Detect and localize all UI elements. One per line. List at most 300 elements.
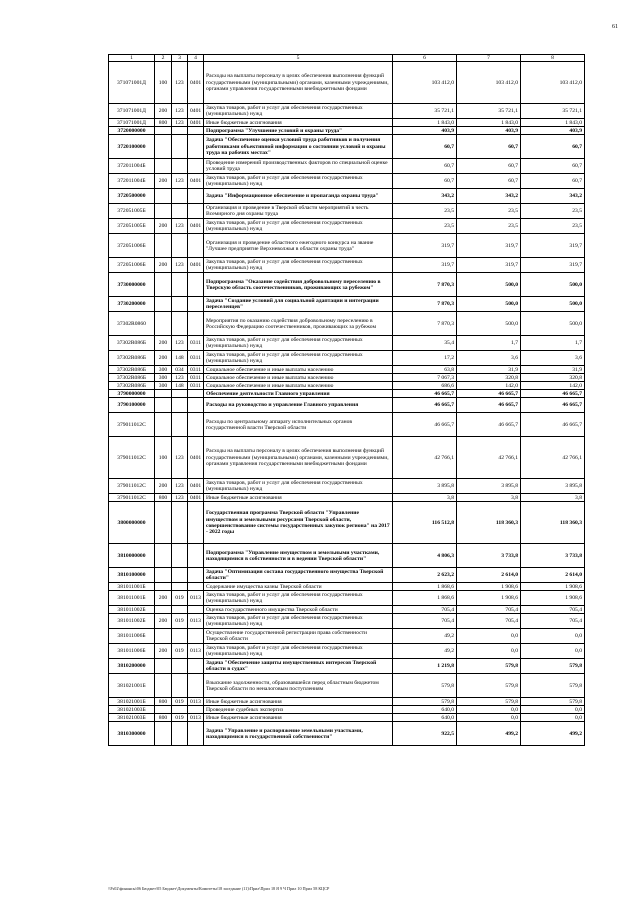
cell-amount-1: 35,4 [393, 336, 457, 351]
cell-description: Иные бюджетные ассигнования [204, 698, 393, 706]
cell-amount-2: 46 665,7 [457, 398, 521, 413]
table-row [109, 606, 585, 614]
cell-amount-3: 35 721,1 [521, 104, 585, 119]
cell-code: 381021001Б [109, 698, 155, 706]
cell-amount-1: 60,7 [393, 135, 457, 159]
cell-section: 0113 [188, 614, 204, 629]
cell-description: Задача "Информационное обеспечение и пропаганда охраны труда" [204, 189, 393, 204]
cell-code: 3790100000 [109, 398, 155, 413]
cell-section: 0401 [188, 174, 204, 189]
cell-expense-type: 300 [155, 374, 172, 382]
cell-amount-3: 118 360,3 [521, 502, 585, 544]
cell-amount-3: 500,0 [521, 312, 585, 336]
cell-amount-1: 4 806,3 [393, 544, 457, 568]
cell-description: Иные бюджетные ассигнования [204, 714, 393, 722]
cell-amount-1: 35 721,1 [393, 104, 457, 119]
cell-amount-1: 60,7 [393, 159, 457, 174]
cell-section: 0401 [188, 62, 204, 104]
cell-description: Содержание имущества казны Тверской области [204, 583, 393, 591]
cell-amount-3: 499,2 [521, 722, 585, 746]
cell-amount-3: 1 908,6 [521, 583, 585, 591]
cell-description: Социальное обеспечение и иные выплаты населению [204, 382, 393, 390]
cell-description: Расходы на выплаты персоналу в целях обеспечения выполнения функций государственными (муниципальными) органами, казенными учреждениями, органами управления государственными внебюджетными фондами [204, 437, 393, 479]
cell-section: 0311 [188, 336, 204, 351]
table-row [109, 698, 585, 706]
cell-amount-1: 17,2 [393, 351, 457, 366]
cell-amount-3: 60,7 [521, 135, 585, 159]
cell-amount-3: 3 895,8 [521, 479, 585, 494]
cell-expense-type [155, 234, 172, 258]
cell-code: 371071001Д [109, 104, 155, 119]
cell-amount-3: 46 665,7 [521, 390, 585, 398]
cell-ministry [172, 204, 188, 219]
cell-ministry [172, 135, 188, 159]
cell-description: Взыскание задолженности, образовавшейся перед областным бюджетом Тверской области по неналоговым поступлениям [204, 674, 393, 698]
cell-amount-2: 60,7 [457, 174, 521, 189]
cell-description: Задача "Обеспечение оценки условий труда работников и получения работниками объективной информации о состоянии условий и охраны труда на рабочих местах" [204, 135, 393, 159]
cell-amount-2: 579,8 [457, 674, 521, 698]
cell-description: Проведение судебных экспертиз [204, 706, 393, 714]
cell-code: 3720000000 [109, 127, 155, 135]
cell-amount-2: 319,7 [457, 258, 521, 273]
cell-section: 0311 [188, 374, 204, 382]
cell-description: Оценка государственного имущества Тверской области [204, 606, 393, 614]
table-row [109, 568, 585, 583]
cell-expense-type [155, 544, 172, 568]
cell-ministry [172, 312, 188, 336]
cell-description: Обеспечение деятельности Главного управления [204, 390, 393, 398]
cell-amount-3: 705,4 [521, 606, 585, 614]
column-header: 3 [172, 55, 188, 62]
cell-amount-1: 319,7 [393, 234, 457, 258]
table-row [109, 629, 585, 644]
cell-ministry: 123 [172, 258, 188, 273]
table-row [109, 674, 585, 698]
cell-section [188, 127, 204, 135]
cell-amount-3: 320,8 [521, 374, 585, 382]
cell-description: Социальное обеспечение и иные выплаты населению [204, 366, 393, 374]
cell-ministry: 148 [172, 382, 188, 390]
cell-ministry: 123 [172, 494, 188, 502]
cell-ministry [172, 390, 188, 398]
cell-amount-1: 49,2 [393, 644, 457, 659]
cell-expense-type [155, 189, 172, 204]
cell-expense-type [155, 135, 172, 159]
cell-description: Иные бюджетные ассигнования [204, 119, 393, 127]
table-row [109, 502, 585, 544]
cell-ministry [172, 544, 188, 568]
cell-expense-type [155, 204, 172, 219]
cell-ministry [172, 502, 188, 544]
cell-amount-1: 579,8 [393, 674, 457, 698]
cell-section [188, 674, 204, 698]
cell-ministry: 123 [172, 119, 188, 127]
table-row [109, 544, 585, 568]
cell-code: 381021003Б [109, 706, 155, 714]
cell-section [188, 189, 204, 204]
page-number: 61 [612, 24, 618, 30]
cell-section: 0113 [188, 644, 204, 659]
cell-code: 379011012С [109, 437, 155, 479]
cell-code: 379011012С [109, 494, 155, 502]
cell-amount-1: 2 623,2 [393, 568, 457, 583]
table-row [109, 336, 585, 351]
cell-section: 0113 [188, 714, 204, 722]
cell-expense-type [155, 502, 172, 544]
cell-expense-type [155, 390, 172, 398]
cell-amount-3: 23,5 [521, 204, 585, 219]
table-row [109, 127, 585, 135]
cell-amount-3: 1 843,0 [521, 119, 585, 127]
cell-amount-1: 116 512,8 [393, 502, 457, 544]
cell-expense-type: 200 [155, 219, 172, 234]
cell-amount-3: 2 614,0 [521, 568, 585, 583]
table-row [109, 234, 585, 258]
cell-section [188, 659, 204, 674]
cell-amount-3: 3 733,8 [521, 544, 585, 568]
cell-description: Социальное обеспечение и иные выплаты населению [204, 374, 393, 382]
cell-code: 381011006Б [109, 629, 155, 644]
table-row [109, 62, 585, 104]
cell-section: 0401 [188, 219, 204, 234]
cell-amount-2: 0,0 [457, 706, 521, 714]
cell-code: 3810300000 [109, 722, 155, 746]
table-row [109, 297, 585, 312]
cell-section [188, 502, 204, 544]
cell-amount-1: 686,6 [393, 382, 457, 390]
cell-amount-3: 103 412,0 [521, 62, 585, 104]
cell-amount-2: 3,8 [457, 494, 521, 502]
table-row [109, 219, 585, 234]
table-row [109, 437, 585, 479]
cell-section: 0401 [188, 479, 204, 494]
cell-ministry: 123 [172, 104, 188, 119]
column-header: 4 [188, 55, 204, 62]
cell-description: Закупка товаров, работ и услуг для обеспечения государственных (муниципальных) нужд [204, 219, 393, 234]
cell-ministry [172, 189, 188, 204]
cell-code: 381011002Б [109, 614, 155, 629]
cell-amount-1: 1 868,6 [393, 591, 457, 606]
cell-amount-3: 60,7 [521, 174, 585, 189]
cell-amount-3: 31,9 [521, 366, 585, 374]
cell-amount-2: 46 665,7 [457, 413, 521, 437]
cell-amount-1: 640,0 [393, 706, 457, 714]
cell-section: 0401 [188, 437, 204, 479]
cell-expense-type: 200 [155, 614, 172, 629]
cell-amount-1: 23,5 [393, 204, 457, 219]
cell-amount-2: 500,0 [457, 297, 521, 312]
cell-amount-3: 3,8 [521, 494, 585, 502]
cell-section [188, 234, 204, 258]
budget-table [108, 54, 585, 746]
header-row [109, 55, 585, 62]
file-path-footer: \\Fs02\финансы\06 Бюджет\05 Бюджет\Документы\Комитеты\18 заседание (11)\Прил\Прил 18 Я 9 Ч Прил 10 Прил 58 КЦСР [108, 886, 330, 891]
cell-expense-type [155, 159, 172, 174]
table-row [109, 398, 585, 413]
cell-description: Проведение измерений производственных факторов по специальной оценке условий труда [204, 159, 393, 174]
cell-amount-2: 1,7 [457, 336, 521, 351]
cell-section [188, 204, 204, 219]
table-row [109, 722, 585, 746]
cell-amount-2: 320,8 [457, 374, 521, 382]
cell-description: Подпрограмма "Управление имуществом и земельными участками, находящимися в собственности и в ведении Тверской области" [204, 544, 393, 568]
cell-amount-3: 500,0 [521, 273, 585, 297]
table-row [109, 494, 585, 502]
cell-amount-3: 500,0 [521, 297, 585, 312]
cell-amount-3: 1 908,6 [521, 591, 585, 606]
cell-code: 3730000000 [109, 273, 155, 297]
table-row [109, 374, 585, 382]
cell-amount-3: 142,0 [521, 382, 585, 390]
cell-section: 0401 [188, 494, 204, 502]
cell-ministry [172, 706, 188, 714]
cell-section [188, 312, 204, 336]
cell-section [188, 722, 204, 746]
cell-description: Иные бюджетные ассигнования [204, 494, 393, 502]
cell-ministry: 148 [172, 351, 188, 366]
cell-ministry: 123 [172, 336, 188, 351]
cell-description: Закупка товаров, работ и услуг для обеспечения государственных (муниципальных) нужд [204, 351, 393, 366]
cell-code: 37302R086Б [109, 374, 155, 382]
cell-ministry: 123 [172, 479, 188, 494]
cell-description: Организация и проведение областного ежегодного конкурса на звание "Лучшее предприятие Верхневолжья в области охраны труда" [204, 234, 393, 258]
table-row [109, 714, 585, 722]
column-header: 6 [393, 55, 457, 62]
cell-amount-2: 103 412,0 [457, 62, 521, 104]
cell-ministry: 034 [172, 366, 188, 374]
cell-description: Подпрограмма "Улучшение условий и охраны труда" [204, 127, 393, 135]
cell-amount-3: 319,7 [521, 234, 585, 258]
cell-code: 37302R086Б [109, 351, 155, 366]
cell-amount-2: 60,7 [457, 159, 521, 174]
cell-expense-type [155, 127, 172, 135]
cell-amount-3: 319,7 [521, 258, 585, 273]
cell-amount-1: 1 219,8 [393, 659, 457, 674]
cell-expense-type: 200 [155, 336, 172, 351]
table-row [109, 591, 585, 606]
table-row [109, 204, 585, 219]
column-header: 2 [155, 55, 172, 62]
cell-section [188, 606, 204, 614]
cell-section [188, 135, 204, 159]
cell-code: 3730200000 [109, 297, 155, 312]
cell-code: 372051006Б [109, 258, 155, 273]
cell-expense-type [155, 297, 172, 312]
cell-amount-3: 46 665,7 [521, 413, 585, 437]
cell-expense-type: 800 [155, 494, 172, 502]
cell-amount-1: 46 665,7 [393, 413, 457, 437]
cell-code: 381011001Б [109, 591, 155, 606]
table-row [109, 366, 585, 374]
cell-description: Организация и проведение в Тверской области мероприятий в честь Всемирного дня охраны труда [204, 204, 393, 219]
cell-amount-2: 705,4 [457, 614, 521, 629]
cell-amount-3: 3,6 [521, 351, 585, 366]
cell-description: Задача "Управление и распоряжение земельными участками, находящимися в государственной собственности" [204, 722, 393, 746]
cell-ministry: 123 [172, 437, 188, 479]
cell-amount-2: 500,0 [457, 273, 521, 297]
cell-code: 381011002Б [109, 606, 155, 614]
cell-amount-2: 42 766,1 [457, 437, 521, 479]
cell-amount-2: 60,7 [457, 135, 521, 159]
cell-ministry: 019 [172, 698, 188, 706]
cell-section [188, 297, 204, 312]
cell-code: 372011004Б [109, 174, 155, 189]
cell-ministry: 019 [172, 591, 188, 606]
cell-amount-3: 0,0 [521, 629, 585, 644]
table-row [109, 382, 585, 390]
cell-amount-2: 1 843,0 [457, 119, 521, 127]
cell-amount-1: 705,4 [393, 606, 457, 614]
cell-ministry [172, 273, 188, 297]
cell-amount-2: 3 733,8 [457, 544, 521, 568]
cell-amount-3: 46 665,7 [521, 398, 585, 413]
cell-expense-type [155, 413, 172, 437]
column-header: 8 [521, 55, 585, 62]
cell-ministry [172, 659, 188, 674]
table-row [109, 104, 585, 119]
cell-amount-2: 118 360,3 [457, 502, 521, 544]
cell-section: 0401 [188, 258, 204, 273]
cell-amount-1: 103 412,0 [393, 62, 457, 104]
table-row [109, 258, 585, 273]
cell-amount-2: 142,0 [457, 382, 521, 390]
table-row [109, 351, 585, 366]
cell-amount-1: 640,0 [393, 714, 457, 722]
table-row [109, 174, 585, 189]
cell-amount-3: 343,2 [521, 189, 585, 204]
cell-code: 381021003Б [109, 714, 155, 722]
cell-amount-3: 0,0 [521, 706, 585, 714]
cell-section: 0311 [188, 382, 204, 390]
cell-section: 0401 [188, 104, 204, 119]
cell-amount-2: 343,2 [457, 189, 521, 204]
table-row [109, 479, 585, 494]
cell-expense-type: 200 [155, 479, 172, 494]
cell-ministry: 123 [172, 219, 188, 234]
cell-code: 3790000000 [109, 390, 155, 398]
cell-ministry [172, 722, 188, 746]
cell-amount-1: 3 895,8 [393, 479, 457, 494]
cell-ministry [172, 629, 188, 644]
cell-amount-2: 319,7 [457, 234, 521, 258]
cell-code: 381021001Б [109, 674, 155, 698]
cell-amount-1: 343,2 [393, 189, 457, 204]
cell-amount-1: 1 868,6 [393, 583, 457, 591]
cell-description: Осуществление государственной регистрации права собственности Тверской области [204, 629, 393, 644]
cell-description: Расходы на руководство и управление Главного управления [204, 398, 393, 413]
cell-amount-3: 60,7 [521, 159, 585, 174]
cell-ministry: 123 [172, 62, 188, 104]
cell-expense-type [155, 659, 172, 674]
cell-expense-type: 800 [155, 698, 172, 706]
cell-amount-3: 42 766,1 [521, 437, 585, 479]
cell-code: 3800000000 [109, 502, 155, 544]
cell-amount-2: 1 908,6 [457, 591, 521, 606]
cell-amount-3: 579,8 [521, 698, 585, 706]
cell-amount-1: 403,9 [393, 127, 457, 135]
cell-section [188, 159, 204, 174]
cell-expense-type: 200 [155, 591, 172, 606]
cell-code: 371071001Д [109, 119, 155, 127]
cell-amount-3: 0,0 [521, 714, 585, 722]
table-row [109, 189, 585, 204]
cell-expense-type: 800 [155, 119, 172, 127]
cell-ministry [172, 127, 188, 135]
cell-code: 3720500000 [109, 189, 155, 204]
cell-ministry [172, 583, 188, 591]
cell-section [188, 413, 204, 437]
cell-amount-1: 3,8 [393, 494, 457, 502]
cell-code: 372051005Б [109, 204, 155, 219]
cell-ministry [172, 159, 188, 174]
cell-code: 379011012С [109, 479, 155, 494]
cell-amount-1: 319,7 [393, 258, 457, 273]
table-row [109, 135, 585, 159]
cell-code: 37302R086Б [109, 336, 155, 351]
cell-ministry [172, 568, 188, 583]
cell-expense-type [155, 674, 172, 698]
cell-section [188, 568, 204, 583]
cell-description: Подпрограмма "Оказание содействия добровольному переселению в Тверскую область соотечественников, проживающих за рубежом" [204, 273, 393, 297]
cell-amount-2: 0,0 [457, 629, 521, 644]
table-row [109, 614, 585, 629]
cell-expense-type: 300 [155, 366, 172, 374]
cell-description: Расходы на выплаты персоналу в целях обеспечения выполнения функций государственными (муниципальными) органами, казенными учреждениями, органами управления государственными внебюджетными фондами [204, 62, 393, 104]
cell-code: 372011004Б [109, 159, 155, 174]
cell-section [188, 544, 204, 568]
cell-description: Задача "Оптимизация состава государственного имущества Тверской области" [204, 568, 393, 583]
cell-code: 381011001Б [109, 583, 155, 591]
cell-expense-type [155, 568, 172, 583]
cell-amount-2: 46 665,7 [457, 390, 521, 398]
cell-ministry: 019 [172, 614, 188, 629]
column-header: 5 [204, 55, 393, 62]
cell-amount-1: 705,4 [393, 614, 457, 629]
cell-ministry: 019 [172, 644, 188, 659]
cell-description: Мероприятия по оказанию содействия добровольному переселению в Российскую Федерацию соотечественников, проживающих за рубежом [204, 312, 393, 336]
cell-amount-2: 579,8 [457, 698, 521, 706]
cell-amount-2: 3,6 [457, 351, 521, 366]
cell-section: 0113 [188, 698, 204, 706]
cell-amount-3: 23,5 [521, 219, 585, 234]
cell-amount-2: 0,0 [457, 644, 521, 659]
cell-amount-1: 7 067,3 [393, 374, 457, 382]
cell-description: Задача "Создание условий для социальной адаптации и интеграции переселенцев" [204, 297, 393, 312]
cell-expense-type: 100 [155, 437, 172, 479]
cell-amount-2: 500,0 [457, 312, 521, 336]
cell-amount-3: 705,4 [521, 614, 585, 629]
cell-description: Закупка товаров, работ и услуг для обеспечения государственных (муниципальных) нужд [204, 174, 393, 189]
cell-description: Закупка товаров, работ и услуг для обеспечения государственных (муниципальных) нужд [204, 591, 393, 606]
cell-description: Закупка товаров, работ и услуг для обеспечения государственных (муниципальных) нужд [204, 614, 393, 629]
cell-amount-2: 0,0 [457, 714, 521, 722]
cell-amount-2: 1 908,6 [457, 583, 521, 591]
cell-expense-type [155, 583, 172, 591]
cell-amount-1: 46 665,7 [393, 398, 457, 413]
table-row [109, 312, 585, 336]
cell-amount-3: 1,7 [521, 336, 585, 351]
cell-code: 3810000000 [109, 544, 155, 568]
cell-amount-2: 499,2 [457, 722, 521, 746]
cell-code: 372051006Б [109, 234, 155, 258]
cell-ministry [172, 606, 188, 614]
cell-amount-1: 23,5 [393, 219, 457, 234]
cell-section [188, 583, 204, 591]
cell-expense-type [155, 722, 172, 746]
cell-amount-3: 403,9 [521, 127, 585, 135]
cell-code: 3810100000 [109, 568, 155, 583]
cell-amount-3: 0,0 [521, 644, 585, 659]
